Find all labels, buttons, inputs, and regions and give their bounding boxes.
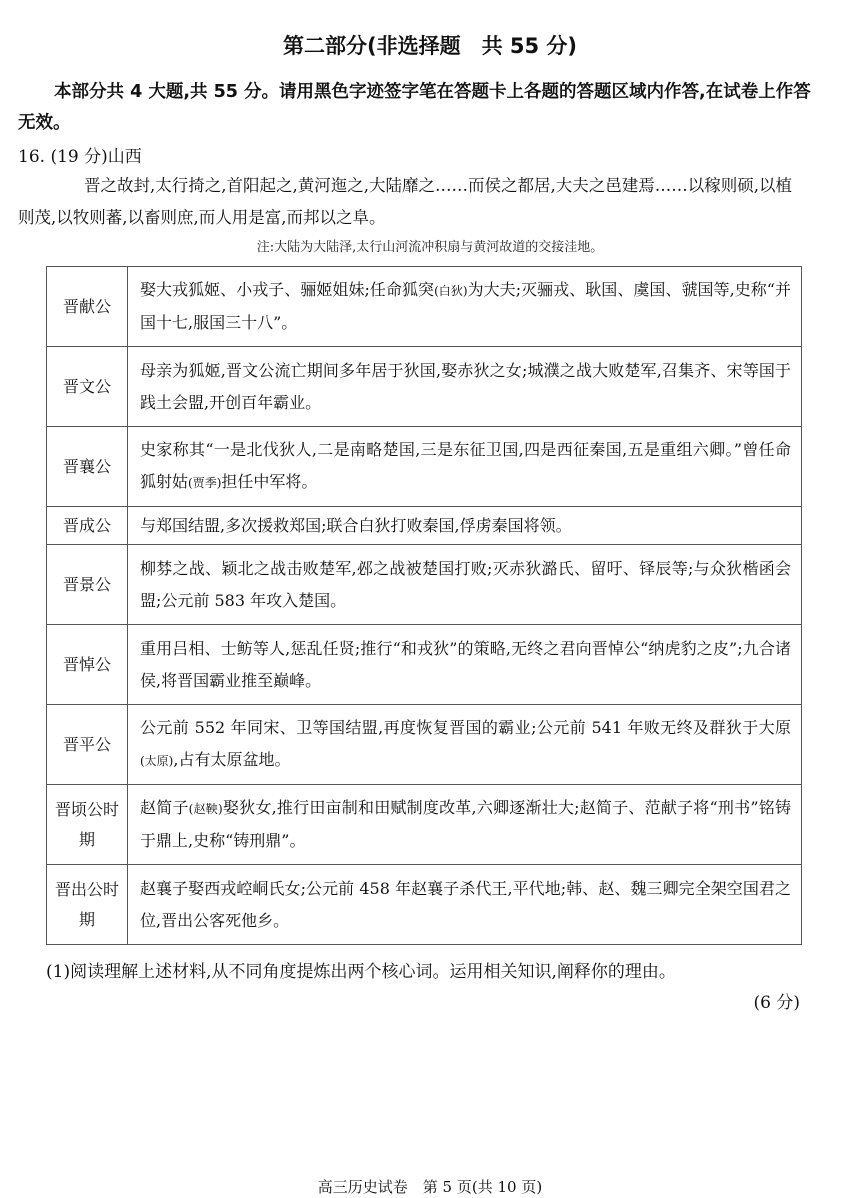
table-row xyxy=(47,545,802,625)
ruler-name: 晋献公 xyxy=(47,267,128,347)
description-part: 赵襄子娶西戎崆峒氏女;公元前 458 年赵襄子杀代王,平代地;韩、赵、魏三卿完全架空国君之位,晋出公客死他乡。 xyxy=(140,878,791,930)
description-part: 史家称其“一是北伐狄人,二是南略楚国,三是东征卫国,四是西征秦国,五是重组六卿。”曾任命狐射姑 xyxy=(140,440,791,491)
ruler-description xyxy=(128,625,802,705)
ruler-name: 晋襄公 xyxy=(47,427,128,507)
ruler-name-line: 晋出公时期 xyxy=(55,879,120,929)
ruler-description xyxy=(128,705,802,785)
table-row xyxy=(47,507,802,545)
description-part: (白狄) xyxy=(434,284,468,298)
page-footer: 高三历史试卷 第 5 页(共 10 页) xyxy=(317,1178,543,1196)
table-row xyxy=(47,427,802,507)
description-part: 为大夫;灭骊戎、耿国、虞国、虢国等,史称“并国十七,服国三十八”。 xyxy=(140,280,791,332)
table-row xyxy=(47,347,802,427)
ruler-description xyxy=(128,507,802,545)
description-part: (贾季) xyxy=(188,476,222,490)
table-row xyxy=(47,705,802,785)
sub-question-1: (1)阅读理解上述材料,从不同角度提炼出两个核心词。运用相关知识,阐释你的理由。 xyxy=(46,962,676,982)
table-row xyxy=(47,625,802,705)
instructions: 本部分共 4 大题,共 55 分。请用黑色字迹签字笔在答题卡上各题的答题区域内作答,在试卷上作答无效。 xyxy=(18,82,811,133)
description-part: (赵鞅) xyxy=(188,802,223,816)
description-part: 柳棼之战、颖北之战击败楚军,邲之战被楚国打败;灭赤狄潞氏、留吁、铎辰等;与众狄楷函会盟;公元前 583 年攻入楚国。 xyxy=(140,558,791,610)
ruler-description xyxy=(128,545,802,625)
ruler-description xyxy=(128,865,802,945)
section-title: 第二部分(非选择题 共 55 分) xyxy=(282,34,578,58)
ruler-description xyxy=(128,785,802,865)
ruler-name-line: 晋顷公时期 xyxy=(55,799,120,849)
ruler-description xyxy=(128,427,802,507)
description-part: 母亲为狐姬,晋文公流亡期间多年居于狄国,娶赤狄之女;城濮之战大败楚军,召集齐、宋等国于践土会盟,开创百年霸业。 xyxy=(140,360,791,412)
table-row xyxy=(47,267,802,347)
ruler-name: 晋景公 xyxy=(47,545,128,625)
passage-note: 注:大陆为大陆泽,太行山河流冲积扇与黄河故道的交接洼地。 xyxy=(256,240,604,255)
ruler-name xyxy=(47,865,128,945)
ruler-name: 晋悼公 xyxy=(47,625,128,705)
description-part: 与郑国结盟,多次援救郑国;联合白狄打败秦国,俘虏秦国将领。 xyxy=(140,515,572,535)
ruler-name: 晋文公 xyxy=(47,347,128,427)
question-heading: 16. (19 分)山西 xyxy=(18,147,142,167)
description-part: 娶大戎狐姬、小戎子、骊姬姐妹;任命狐突 xyxy=(140,280,435,299)
rulers-table xyxy=(46,266,802,945)
ruler-description xyxy=(128,267,802,347)
description-part: 赵简子 xyxy=(140,798,189,817)
description-part: 重用吕相、士鲂等人,惩乱任贤;推行“和戎狄”的策略,无终之君向晋悼公“纳虎豹之皮”;九合诸侯,将晋国霸业推至巅峰。 xyxy=(140,638,791,690)
sub-question-1-score: (6 分) xyxy=(753,993,800,1013)
description-part: 娶狄女,推行田亩制和田赋制度改革,六卿逐渐壮大;赵简子、范献子将“刑书”铭铸于鼎上,史称“铸刑鼎”。 xyxy=(140,798,791,850)
description-part: 担任中军将。 xyxy=(221,472,318,491)
table-row xyxy=(47,785,802,865)
table-row xyxy=(47,865,802,945)
ruler-description xyxy=(128,347,802,427)
ruler-name: 晋成公 xyxy=(47,507,128,545)
description-part: (太原) xyxy=(140,754,174,768)
passage: 晋之故封,太行掎之,首阳起之,黄河迤之,大陆靡之……而侯之都居,大夫之邑建焉……以稼则硕,以植则茂,以牧则蕃,以畜则庶,而人用是富,而邦以之阜。 xyxy=(18,176,792,227)
description-part: 公元前 552 年同宋、卫等国结盟,再度恢复晋国的霸业;公元前 541 年败无终及群狄于大原 xyxy=(140,718,791,737)
ruler-name xyxy=(47,785,128,865)
ruler-name: 晋平公 xyxy=(47,705,128,785)
description-part: ,占有太原盆地。 xyxy=(173,750,291,769)
